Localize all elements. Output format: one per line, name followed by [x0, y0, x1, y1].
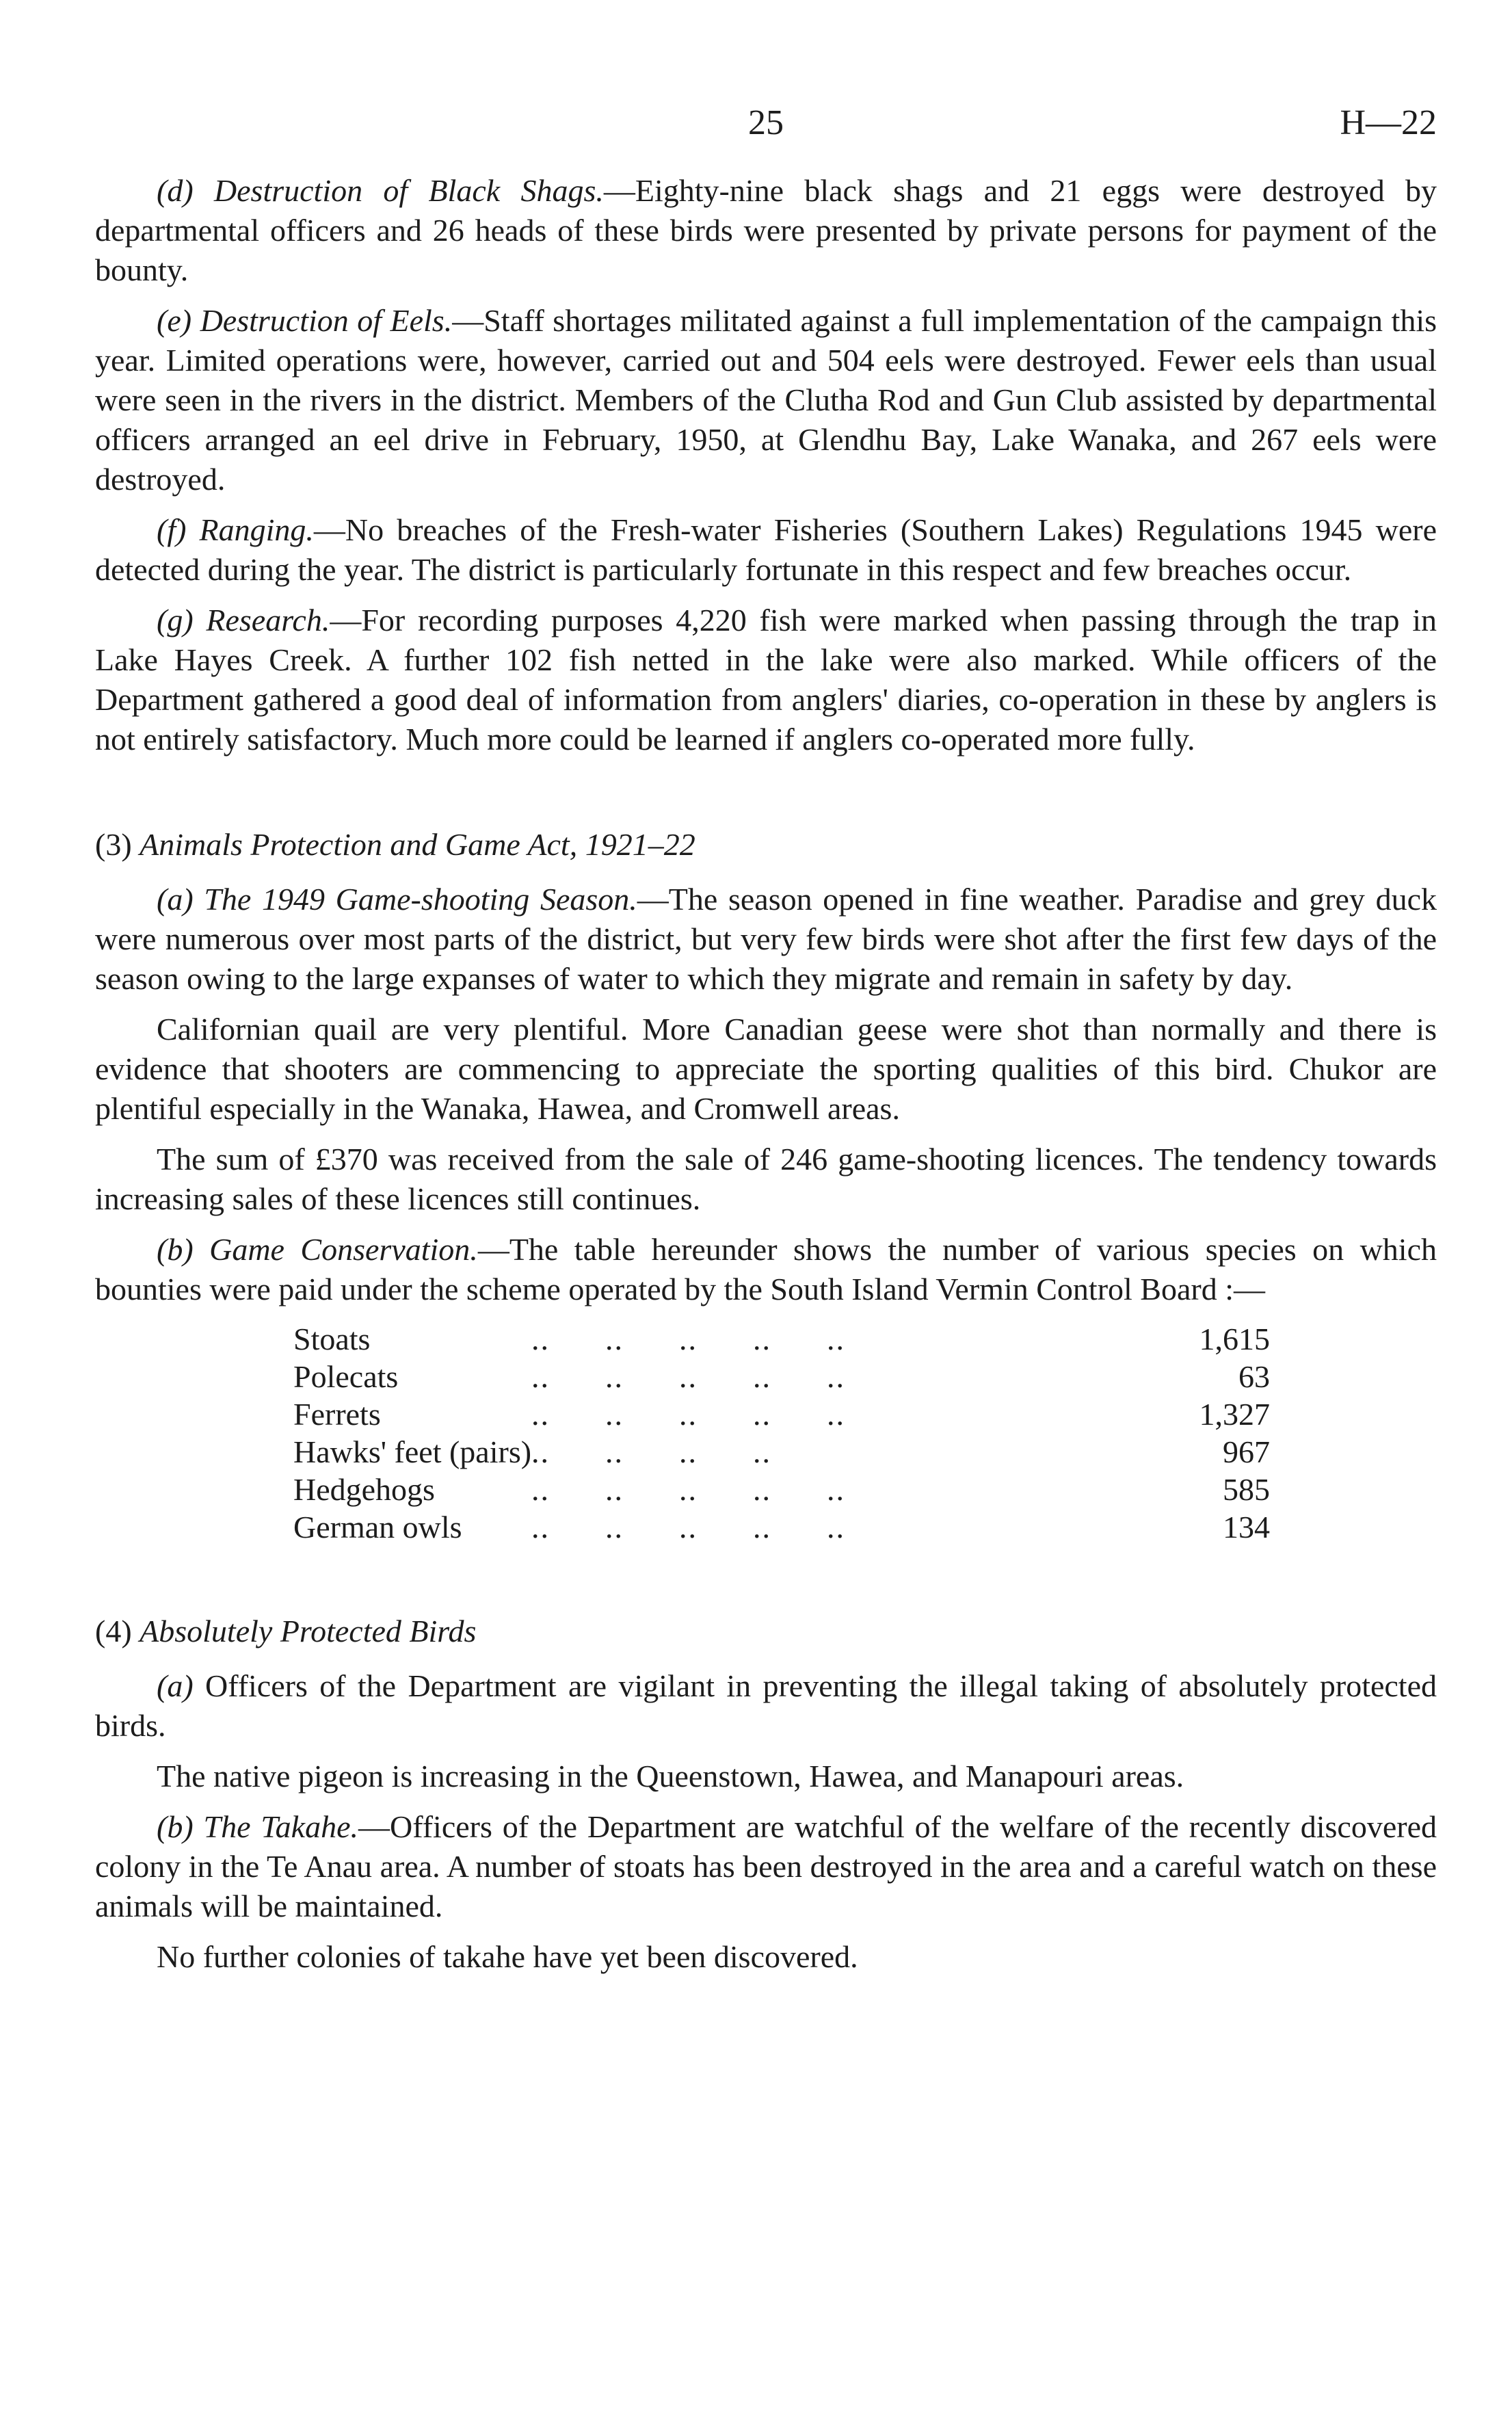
bounty-count: 585: [1223, 1472, 1271, 1507]
section-title: Animals Protection and Game Act, 1921–22: [140, 827, 695, 862]
bounty-count: 63: [1238, 1359, 1271, 1394]
paragraph-takahe-colonies: No further colonies of takahe have yet been discovered.: [157, 1939, 858, 1974]
species-name: Polecats: [293, 1359, 399, 1394]
paragraph-label: (b): [157, 1232, 194, 1267]
table-row: [293, 1358, 1270, 1395]
section-heading-protected-birds: [95, 1612, 1437, 1651]
paragraph-black-shags: [95, 171, 1437, 290]
document-page: [95, 103, 1437, 1988]
leader-dots: .. .. .. .. ..: [531, 1510, 846, 1545]
paragraph-takahe: [95, 1807, 1437, 1926]
species-name: Hawks' feet (pairs): [293, 1434, 532, 1469]
paragraph-label: (g): [157, 603, 194, 638]
section-number: (3): [95, 827, 132, 862]
paragraph-label: (d): [157, 173, 194, 208]
paragraph-title: The 1949 Game-shooting Season.: [204, 882, 637, 917]
paragraph-label: (b): [157, 1809, 194, 1844]
page-number: 25: [748, 103, 784, 142]
paragraph-text: —No breaches of the Fresh-water Fisheries (Southern Lakes) Regulations 1945 were detected during the year. The district is particularly fortunate in this respect and few breaches occur.: [95, 512, 1437, 587]
paragraph-text: Officers of the Department are vigilant in preventing the illegal taking of absolutely protected birds.: [95, 1668, 1437, 1743]
paragraph-text: —Eighty-nine black shags and 21 eggs were destroyed by departmental officers and 26 heads of these birds were presented by private persons for payment of the bounty.: [95, 173, 1437, 287]
section-heading-game-act: [95, 825, 1437, 865]
paragraph-game-conservation: [95, 1230, 1437, 1309]
paragraph-text: —Staff shortages militated against a full implementation of the campaign this year. Limited operations were, however, carried out and 504 eels were destroyed. Fewer eels than usual were seen in the rivers in the district. Members of the Clutha Rod and Gun Club assisted by departmental officers arranged an eel drive in February, 1950, at Glendhu Bay, Lake Wanaka, and 267 eels were destroyed.: [95, 303, 1437, 497]
table-row: [293, 1395, 1270, 1433]
paragraph-title: Game Conservation.: [209, 1232, 478, 1267]
table-row: [293, 1320, 1270, 1358]
paragraph-licences: The sum of £370 was received from the sale of 246 game-shooting licences. The tendency towards increasing sales of these licences still continues.: [95, 1142, 1437, 1216]
document-reference: H—22: [1340, 103, 1437, 142]
paragraph-title: The Takahe.: [203, 1809, 359, 1844]
table-row: [293, 1508, 1270, 1546]
leader-dots: .. .. .. .. ..: [531, 1322, 846, 1356]
paragraph-text: —The table hereunder shows the number of various species on which bounties were paid under the scheme operated by the South Island Vermin Control Board :—: [95, 1232, 1437, 1306]
paragraph-title: Destruction of Eels.: [200, 303, 453, 338]
section-number: (4): [95, 1614, 132, 1648]
paragraph-text: —Officers of the Department are watchful of the welfare of the recently discovered colony in the Te Anau area. A number of stoats has been destroyed in the area and a careful watch on these animals will be maintained.: [95, 1809, 1437, 1923]
paragraph-eels: [95, 301, 1437, 499]
paragraph-label: (a): [157, 1668, 194, 1703]
paragraph-vigilance: [95, 1666, 1437, 1746]
paragraph-title: Destruction of Black Shags.: [213, 173, 604, 208]
bounty-count: 967: [1223, 1434, 1271, 1469]
table-row: [293, 1433, 1270, 1471]
paragraph-game-season: [95, 880, 1437, 999]
paragraph-text: —The season opened in fine weather. Paradise and grey duck were numerous over most parts of the district, but very few birds were shot after the first few days of the season owing to the large expanses of water to which they migrate and remain in safety by day.: [95, 882, 1437, 996]
paragraph-label: (e): [157, 303, 192, 338]
table-row: [293, 1471, 1270, 1508]
leader-dots: .. .. .. .. ..: [531, 1472, 846, 1507]
paragraph-text: —For recording purposes 4,220 fish were marked when passing through the trap in Lake Hayes Creek. A further 102 fish netted in the lake were also marked. While officers of the Department gathered a good deal of information from anglers' diaries, co-operation in these by anglers is not entirely satisfactory. Much more could be learned if anglers co-operated more fully.: [95, 603, 1437, 757]
bounty-count: 1,327: [1199, 1397, 1271, 1432]
species-name: Stoats: [293, 1322, 371, 1356]
leader-dots: .. .. .. ..: [531, 1434, 772, 1469]
leader-dots: .. .. .. .. ..: [531, 1359, 846, 1394]
species-name: Hedgehogs: [293, 1472, 435, 1507]
paragraph-research: [95, 601, 1437, 759]
paragraph-ranging: [95, 510, 1437, 590]
paragraph-title: Ranging.: [199, 512, 314, 547]
page-header: [95, 103, 1437, 171]
section-title: Absolutely Protected Birds: [140, 1614, 477, 1648]
leader-dots: .. .. .. .. ..: [531, 1397, 846, 1432]
bounty-table: [293, 1320, 1270, 1546]
paragraph-title: Research.: [206, 603, 330, 638]
paragraph-label: (f): [157, 512, 187, 547]
paragraph-quail: Californian quail are very plentiful. More Canadian geese were shot than normally and there is evidence that shooters are commencing to appreciate the sporting qualities of this bird. Chukor are plentiful especially in the Wanaka, Hawea, and Cromwell areas.: [95, 1012, 1437, 1126]
paragraph-label: (a): [157, 882, 194, 917]
bounty-count: 1,615: [1199, 1322, 1271, 1356]
paragraph-native-pigeon: The native pigeon is increasing in the Queenstown, Hawea, and Manapouri areas.: [157, 1759, 1184, 1793]
species-name: Ferrets: [293, 1397, 381, 1432]
species-name: German owls: [293, 1510, 462, 1545]
bounty-count: 134: [1223, 1510, 1271, 1545]
